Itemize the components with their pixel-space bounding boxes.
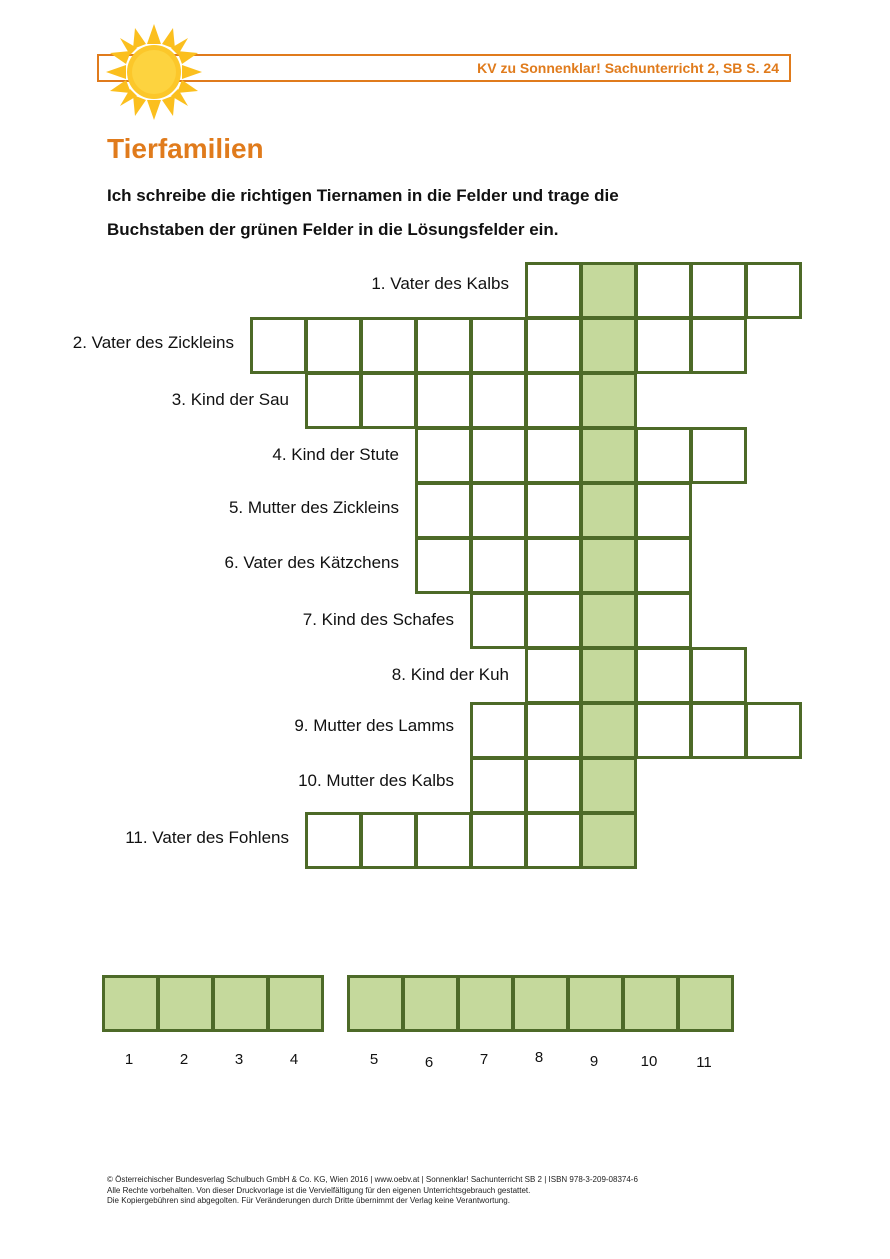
letter-cell[interactable]: [360, 372, 417, 429]
letter-cell[interactable]: [635, 317, 692, 374]
solution-cell[interactable]: [580, 812, 637, 869]
letter-cell[interactable]: [525, 757, 582, 814]
solution-cell[interactable]: [580, 702, 637, 759]
letter-cell[interactable]: [635, 702, 692, 759]
solution-number: 6: [424, 1054, 434, 1071]
letter-cell[interactable]: [690, 427, 747, 484]
clue-label: 8. Kind der Kuh: [391, 665, 509, 684]
letter-cell[interactable]: [415, 537, 472, 594]
clue-label: 1. Vater des Kalbs: [371, 274, 509, 293]
solution-field[interactable]: [157, 975, 214, 1032]
solution-number: 8: [534, 1049, 544, 1066]
footer-line: Alle Rechte vorbehalten. Von dieser Druckvorlage ist die Vervielfältigung für den eigenen Unterrichtsgebrauch gestattet.: [107, 1185, 531, 1195]
letter-cell[interactable]: [415, 482, 472, 539]
letter-cell[interactable]: [415, 427, 472, 484]
letter-cell[interactable]: [360, 317, 417, 374]
letter-cell[interactable]: [470, 702, 527, 759]
solution-cell[interactable]: [580, 592, 637, 649]
letter-cell[interactable]: [635, 647, 692, 704]
solution-field[interactable]: [267, 975, 324, 1032]
letter-cell[interactable]: [305, 812, 362, 869]
letter-cell[interactable]: [690, 647, 747, 704]
solution-number: 2: [179, 1051, 189, 1068]
letter-cell[interactable]: [525, 537, 582, 594]
letter-cell[interactable]: [415, 812, 472, 869]
clue-label: 4. Kind der Stute: [272, 445, 399, 464]
letter-cell[interactable]: [470, 317, 527, 374]
letter-cell[interactable]: [635, 537, 692, 594]
solution-number: 5: [369, 1051, 379, 1068]
solution-cell[interactable]: [580, 372, 637, 429]
letter-cell[interactable]: [305, 372, 362, 429]
letter-cell[interactable]: [635, 482, 692, 539]
clue-label: 10. Mutter des Kalbs: [298, 771, 454, 790]
letter-cell[interactable]: [745, 262, 802, 319]
solution-field[interactable]: [512, 975, 569, 1032]
solution-field[interactable]: [677, 975, 734, 1032]
clue-label: 9. Mutter des Lamms: [294, 716, 454, 735]
instruction-line-2: Buchstaben der grünen Felder in die Lösungsfelder ein.: [107, 220, 559, 239]
solution-number: 1: [124, 1051, 134, 1068]
solution-cell[interactable]: [580, 262, 637, 319]
solution-cell[interactable]: [580, 757, 637, 814]
solution-number: 3: [234, 1051, 244, 1068]
letter-cell[interactable]: [690, 262, 747, 319]
clue-label: 2. Vater des Zickleins: [72, 333, 234, 352]
solution-number: 4: [289, 1051, 299, 1068]
solution-field[interactable]: [212, 975, 269, 1032]
footer-copyright: [107, 1175, 638, 1207]
solution-cell[interactable]: [580, 482, 637, 539]
letter-cell[interactable]: [745, 702, 802, 759]
letter-cell[interactable]: [470, 757, 527, 814]
solution-field[interactable]: [622, 975, 679, 1032]
solution-cell[interactable]: [580, 427, 637, 484]
letter-cell[interactable]: [470, 537, 527, 594]
letter-cell[interactable]: [525, 482, 582, 539]
letter-cell[interactable]: [690, 702, 747, 759]
clue-label: 5. Mutter des Zickleins: [228, 498, 399, 517]
letter-cell[interactable]: [415, 317, 472, 374]
solution-number: 11: [696, 1054, 712, 1071]
solution-field[interactable]: [402, 975, 459, 1032]
letter-cell[interactable]: [635, 592, 692, 649]
letter-cell[interactable]: [525, 592, 582, 649]
solution-cell[interactable]: [580, 647, 637, 704]
letter-cell[interactable]: [415, 372, 472, 429]
letter-cell[interactable]: [525, 372, 582, 429]
letter-cell[interactable]: [635, 427, 692, 484]
page-title: Tierfamilien: [107, 133, 264, 164]
clue-label: 7. Kind des Schafes: [302, 610, 454, 629]
letter-cell[interactable]: [525, 427, 582, 484]
letter-cell[interactable]: [525, 647, 582, 704]
solution-field[interactable]: [567, 975, 624, 1032]
solution-number: 7: [479, 1051, 489, 1068]
letter-cell[interactable]: [360, 812, 417, 869]
solution-field[interactable]: [347, 975, 404, 1032]
letter-cell[interactable]: [690, 317, 747, 374]
letter-cell[interactable]: [635, 262, 692, 319]
footer-line: © Österreichischer Bundesverlag Schulbuch GmbH & Co. KG, Wien 2016 | www.oebv.at | Sonnenklar! Sachunterricht SB 2 | ISBN 978-3-209-08374-6: [107, 1175, 638, 1184]
solution-field[interactable]: [102, 975, 159, 1032]
letter-cell[interactable]: [525, 262, 582, 319]
letter-cell[interactable]: [470, 482, 527, 539]
letter-cell[interactable]: [525, 812, 582, 869]
sun-icon: [104, 22, 204, 122]
solution-field[interactable]: [457, 975, 514, 1032]
solution-number: 10: [640, 1053, 658, 1070]
clue-label: 3. Kind der Sau: [171, 390, 289, 409]
letter-cell[interactable]: [470, 427, 527, 484]
solution-number: 9: [589, 1053, 599, 1070]
letter-cell[interactable]: [525, 702, 582, 759]
letter-cell[interactable]: [525, 317, 582, 374]
letter-cell[interactable]: [250, 317, 307, 374]
letter-cell[interactable]: [470, 812, 527, 869]
clue-label: 6. Vater des Kätzchens: [224, 553, 399, 572]
letter-cell[interactable]: [470, 592, 527, 649]
instruction-line-1: Ich schreibe die richtigen Tiernamen in die Felder und trage die: [107, 186, 619, 205]
clue-label: 11. Vater des Fohlens: [125, 828, 289, 847]
header-text: KV zu Sonnenklar! Sachunterricht 2, SB S. 24: [477, 60, 779, 76]
solution-cell[interactable]: [580, 537, 637, 594]
letter-cell[interactable]: [470, 372, 527, 429]
solution-cell[interactable]: [580, 317, 637, 374]
footer-line: Die Kopiergebühren sind abgegolten. Für Veränderungen durch Dritte übernimmt der Verlag keine Verantwortung.: [107, 1196, 510, 1205]
letter-cell[interactable]: [305, 317, 362, 374]
